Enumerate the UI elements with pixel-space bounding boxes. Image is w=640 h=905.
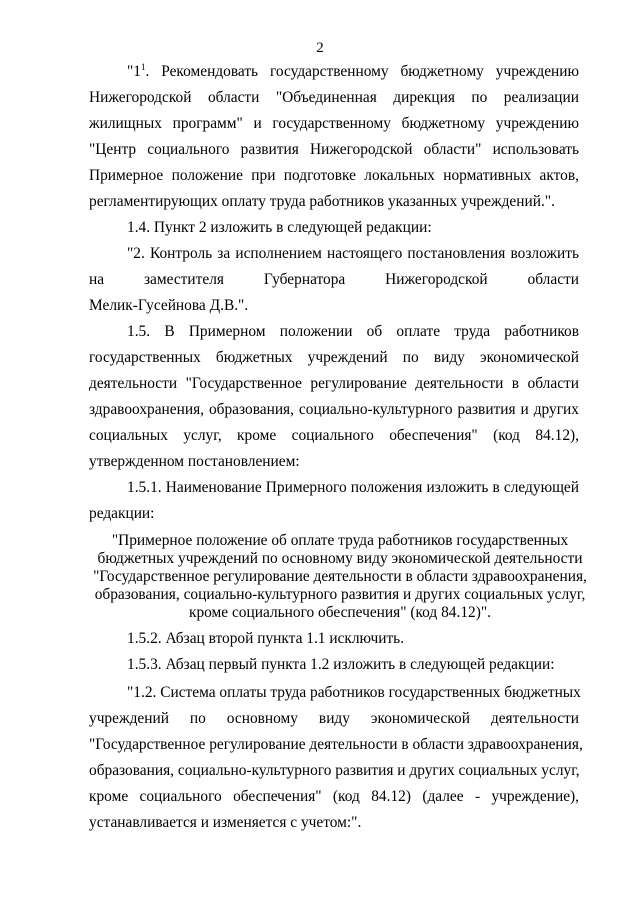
paragraph-line (127, 63, 579, 81)
paragraph-line: утвержденном постановлением: (89, 453, 300, 470)
paragraph-line: 1.5. В Примерном положении об оплате труда работников (127, 323, 579, 340)
paragraph-line: деятельности "Государственное регулирование деятельности в области (89, 375, 579, 392)
paragraph-line: "Государственное регулирование деятельности в области здравоохранения, (89, 736, 583, 753)
paragraph-line: 1.5.1. Наименование Примерного положения изложить в следующей (127, 479, 579, 496)
paragraph-line: жилищных программ" и государственному бюджетному учреждению (89, 115, 579, 132)
quoted-title-line: кроме социального обеспечения" (код 84.12)". (188, 604, 491, 621)
paragraph-line: регламентирующих оплату труда работников указанных учреждений.". (89, 193, 555, 210)
paragraph-line: 1.4. Пункт 2 изложить в следующей редакции: (127, 219, 432, 236)
quoted-title-line: "Примерное положение об оплате труда работников государственных (111, 532, 569, 549)
page-number: 2 (316, 40, 324, 56)
paragraph-line: государственных бюджетных учреждений по виду экономической (89, 349, 579, 366)
paragraph-line: образования, социально-культурного развития и других социальных услуг, (89, 762, 580, 779)
quoted-title-line: бюджетных учреждений по основному виду экономической деятельности (97, 550, 583, 567)
paragraph-line: редакции: (89, 505, 155, 522)
paragraph-line: учреждений по основному виду экономической деятельности (89, 710, 579, 727)
text-run: "1 (127, 63, 141, 80)
quoted-title-line: "Государственное регулирование деятельности в области здравоохранения, (93, 568, 587, 585)
paragraph-line: Примерное положение при подготовке локальных нормативных актов, (89, 167, 579, 184)
paragraph-line: "Центр социального развития Нижегородской области" использовать (89, 141, 579, 158)
quoted-title-line: образования, социально-культурного развития и других социальных услуг, (94, 586, 586, 603)
paragraph-line: "1.2. Система оплаты труда работников государственных бюджетных (127, 684, 581, 701)
paragraph-line: 1.5.2. Абзац второй пункта 1.1 исключить. (127, 630, 405, 647)
paragraph-line: здравоохранения, образования, социально-культурного развития и других (89, 401, 579, 418)
paragraph-line: 1.5.3. Абзац первый пункта 1.2 изложить в следующей редакции: (127, 656, 555, 673)
text-run: . Рекомендовать государственному бюджетному учреждению (145, 63, 579, 80)
paragraph-line: на заместителя Губернатора Нижегородской области (89, 271, 579, 288)
paragraph-line: социальных услуг, кроме социального обеспечения" (код 84.12), (89, 427, 579, 444)
paragraph-line: устанавливается и изменяется с учетом:". (89, 814, 362, 831)
paragraph-line: Мелик-Гусейнова Д.В.". (89, 297, 249, 314)
paragraph-line: Нижегородской области "Объединенная дирекция по реализации (89, 89, 579, 106)
superscript: 1 (140, 62, 146, 72)
paragraph-line: кроме социального обеспечения" (код 84.12) (далее - учреждение), (89, 788, 579, 805)
paragraph-line: "2. Контроль за исполнением настоящего постановления возложить (127, 245, 579, 262)
